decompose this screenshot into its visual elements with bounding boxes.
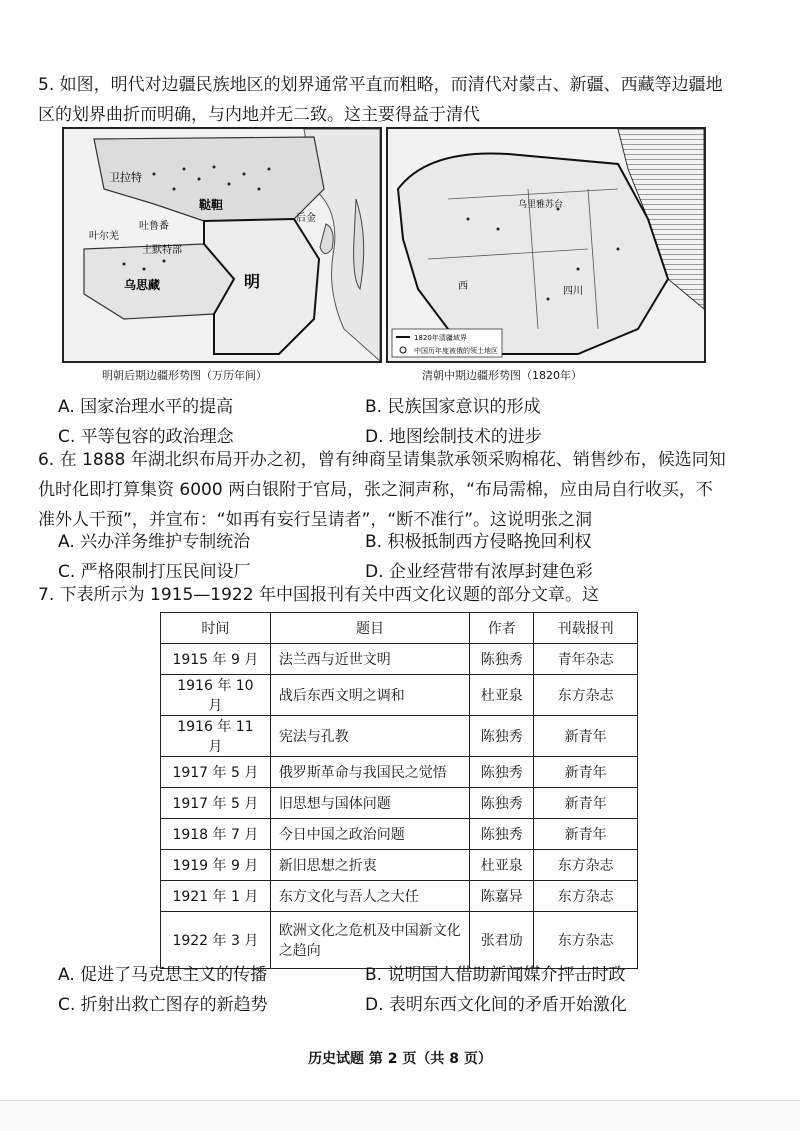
- table-row: [161, 644, 638, 675]
- q6-option-a[interactable]: A. 兴办洋务维护专制统治: [58, 532, 251, 552]
- qing-map-caption: 清朝中期边疆形势图（1820年）: [422, 369, 582, 382]
- cell-title: 战后东西文明之调和: [270, 675, 469, 716]
- ming-label-3: 鞑靼: [199, 198, 224, 212]
- ming-map-drawing: [64, 129, 380, 361]
- table-row: [161, 881, 638, 912]
- cell-time: 1919 年 9 月: [161, 850, 271, 881]
- cell-journal: 新青年: [534, 788, 638, 819]
- cell-title: 新旧思想之折衷: [270, 850, 469, 881]
- q7-option-a[interactable]: A. 促进了马克思主义的传播: [58, 965, 268, 985]
- ming-label-7: 乌思藏: [124, 278, 161, 292]
- cell-author: 陈独秀: [470, 757, 534, 788]
- table-header-row: [161, 613, 638, 644]
- cell-time: 1917 年 5 月: [161, 757, 271, 788]
- q6-option-b[interactable]: B. 积极抵制西方侵略挽回利权: [365, 532, 592, 552]
- cell-author: 杜亚泉: [470, 850, 534, 881]
- ming-label-1: 卫拉特: [109, 171, 142, 184]
- cell-time: 1921 年 1 月: [161, 881, 271, 912]
- cell-journal: 东方杂志: [534, 675, 638, 716]
- cell-title: 宪法与孔教: [270, 716, 469, 757]
- question-5-stem: [38, 70, 768, 130]
- qing-map-drawing: [388, 129, 704, 361]
- header-title: 题目: [270, 613, 469, 644]
- ming-label-8: 明: [244, 272, 261, 291]
- cell-author: 陈嘉异: [470, 881, 534, 912]
- cell-journal: 东方杂志: [534, 850, 638, 881]
- cell-author: 陈独秀: [470, 644, 534, 675]
- qing-label-1: 乌里雅苏台: [518, 200, 564, 210]
- cell-title: 欧洲文化之危机及中国新文化之趋向: [270, 912, 469, 969]
- question-6-line-3: 准外人干预”，并宣布：“如再有妄行呈请者”，“断不准行”。这说明张之洞: [38, 510, 593, 530]
- question-5-options: [58, 392, 758, 452]
- cell-time: 1922 年 3 月: [161, 912, 271, 969]
- qing-legend-1: 1820年清疆域界: [414, 334, 467, 342]
- cell-author: 陈独秀: [470, 788, 534, 819]
- cell-author: 杜亚泉: [470, 675, 534, 716]
- cell-title: 东方文化与吾人之大任: [270, 881, 469, 912]
- cell-time: 1917 年 5 月: [161, 788, 271, 819]
- cell-author: 陈独秀: [470, 819, 534, 850]
- question-6-line-1: 6. 在 1888 年湖北织布局开办之初，曾有绅商呈请集款承领采购棉花、销售纱布，候选同知: [38, 450, 726, 470]
- question-7-line-1: 7. 下表所示为 1915—1922 年中国报刊有关中西文化议题的部分文章。这: [38, 585, 599, 605]
- ming-map: [62, 127, 382, 363]
- q7-option-b[interactable]: B. 说明国人借助新闻媒介抨击时政: [365, 965, 626, 985]
- ming-label-6: 土默特部: [142, 245, 182, 256]
- cell-author: 张君劢: [470, 912, 534, 969]
- cell-journal: 东方杂志: [534, 912, 638, 969]
- qing-map: [386, 127, 706, 363]
- table-row: [161, 757, 638, 788]
- cell-journal: 青年杂志: [534, 644, 638, 675]
- question-5-line-1: 5. 如图，明代对边疆民族地区的划界通常平直而粗略，而清代对蒙古、新疆、西藏等边疆地: [38, 75, 723, 95]
- cell-time: 1918 年 7 月: [161, 819, 271, 850]
- scan-bottom-edge: [0, 1100, 800, 1131]
- question-6-stem: [38, 445, 768, 535]
- question-7-stem: [38, 580, 768, 610]
- q5-option-b[interactable]: B. 民族国家意识的形成: [365, 397, 541, 417]
- cell-time: 1916 年 10 月: [161, 675, 271, 716]
- question-5-line-2: 区的划界曲折而明确，与内地并无二致。这主要得益于清代: [38, 105, 480, 125]
- table-row: [161, 788, 638, 819]
- ming-label-5: 叶尔羌: [89, 231, 119, 242]
- ming-label-2: 后金: [296, 213, 316, 224]
- cell-author: 陈独秀: [470, 716, 534, 757]
- question-5-maps: [62, 127, 742, 387]
- q5-option-a[interactable]: A. 国家治理水平的提高: [58, 397, 234, 417]
- question-7-options: [58, 960, 758, 1020]
- q7-option-c[interactable]: C. 折射出救亡图存的新趋势: [58, 995, 268, 1015]
- cell-time: 1916 年 11 月: [161, 716, 271, 757]
- table-row: [161, 850, 638, 881]
- header-time: 时间: [161, 613, 271, 644]
- ming-map-caption: 明朝后期边疆形势图（万历年间）: [102, 369, 267, 382]
- header-journal: 刊载报刊: [534, 613, 638, 644]
- table-row: [161, 675, 638, 716]
- page-footer: 历史试题 第 2 页（共 8 页）: [308, 1051, 492, 1067]
- header-author: 作者: [470, 613, 534, 644]
- q6-option-c[interactable]: C. 严格限制打压民间设厂: [58, 562, 251, 582]
- q7-option-d[interactable]: D. 表明东西文化间的矛盾开始激化: [365, 995, 627, 1015]
- cell-journal: 新青年: [534, 757, 638, 788]
- cell-journal: 新青年: [534, 716, 638, 757]
- cell-journal: 新青年: [534, 819, 638, 850]
- ming-label-4: 吐鲁番: [139, 221, 169, 232]
- qing-label-2: 西: [458, 281, 468, 292]
- q5-option-c[interactable]: C. 平等包容的政治理念: [58, 427, 234, 447]
- cell-journal: 东方杂志: [534, 881, 638, 912]
- table-row: [161, 716, 638, 757]
- question-6-line-2: 仇时化即打算集资 6000 两白银附于官局，张之洞声称，“布局需棉，应由局自行收买，不: [38, 480, 713, 500]
- qing-label-3: 四川: [563, 286, 583, 297]
- qing-legend-2: 中国历年度被俄的领土地区: [414, 347, 498, 355]
- question-6-options: [58, 527, 758, 587]
- cell-title: 法兰西与近世文明: [270, 644, 469, 675]
- cell-title: 旧思想与国体问题: [270, 788, 469, 819]
- articles-table: [160, 612, 638, 969]
- cell-title: 俄罗斯革命与我国民之觉悟: [270, 757, 469, 788]
- cell-time: 1915 年 9 月: [161, 644, 271, 675]
- table-row: [161, 819, 638, 850]
- q6-option-d[interactable]: D. 企业经营带有浓厚封建色彩: [365, 562, 593, 582]
- q5-option-d[interactable]: D. 地图绘制技术的进步: [365, 427, 542, 447]
- cell-title: 今日中国之政治问题: [270, 819, 469, 850]
